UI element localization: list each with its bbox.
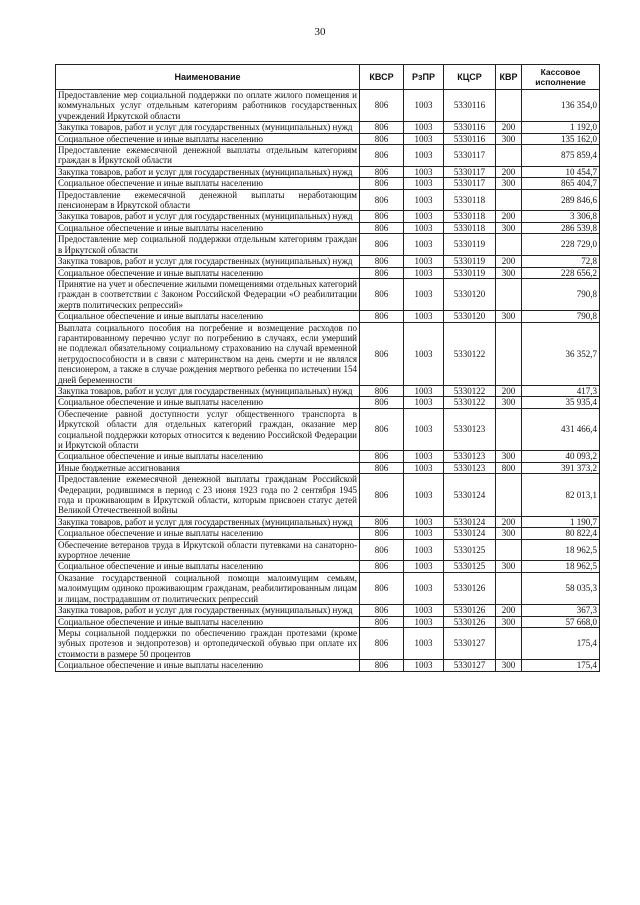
cell-kvsr: 806 [360,90,404,122]
cell-kvr: 200 [496,166,522,177]
cell-kcsr: 5330120 [444,278,496,310]
cell-kvsr: 806 [360,189,404,211]
cell-kvr: 300 [496,660,522,671]
cell-kcsr: 5330126 [444,616,496,627]
cell-rzpr: 1003 [404,572,444,604]
cell-name: Иные бюджетные ассигнования [56,462,360,473]
cell-kvr: 800 [496,462,522,473]
cell-kvr: 200 [496,122,522,133]
cell-amount: 3 306,8 [522,211,600,222]
table-row [56,322,600,385]
cell-kvr: 300 [496,561,522,572]
cell-kvr: 200 [496,385,522,396]
table-row [56,166,600,177]
cell-kcsr: 5330117 [444,166,496,177]
cell-kvr: 300 [496,133,522,144]
table-row [56,616,600,627]
cell-kvsr: 806 [360,627,404,659]
cell-rzpr: 1003 [404,145,444,167]
cell-kvsr: 806 [360,178,404,189]
header-kvr: КВР [496,65,522,90]
cell-kcsr: 5330124 [444,516,496,527]
table-row [56,451,600,462]
cell-name: Социальное обеспечение и иные выплаты населению [56,397,360,408]
cell-kvsr: 806 [360,278,404,310]
cell-name: Предоставление ежемесячной денежной выплаты неработающим пенсионерам в Иркутской области [56,189,360,211]
table-row [56,278,600,310]
table-row [56,660,600,671]
cell-kvr: 300 [496,311,522,322]
cell-name: Принятие на учет и обеспечение жилыми помещениями отдельных категорий граждан в соответствии с Законом Российской Федерации «О реабилитации жертв политических репрессий» [56,278,360,310]
cell-kcsr: 5330119 [444,256,496,267]
cell-kvr [496,278,522,310]
cell-kcsr: 5330127 [444,627,496,659]
cell-rzpr: 1003 [404,616,444,627]
cell-kvr: 200 [496,256,522,267]
table-row [56,528,600,539]
budget-table [55,64,600,672]
cell-name: Предоставление ежемесячной денежной выплаты гражданам Российской Федерации, родившимся в период с 23 июня 1923 года по 2 сентября 1945 года и проживающим в Иркутской области, которым присвоен статус детей Великой Отечественной войны [56,474,360,517]
table-row [56,145,600,167]
cell-kcsr: 5330122 [444,322,496,385]
cell-name: Социальное обеспечение и иные выплаты населению [56,616,360,627]
cell-kvsr: 806 [360,451,404,462]
cell-kcsr: 5330123 [444,451,496,462]
table-row [56,222,600,233]
header-kcsr: КЦСР [444,65,496,90]
cell-kvr [496,572,522,604]
cell-amount: 228 656,2 [522,267,600,278]
cell-amount: 36 352,7 [522,322,600,385]
cell-name: Закупка товаров, работ и услуг для государственных (муниципальных) нужд [56,516,360,527]
cell-name: Оказание государственной социальной помощи малоимущим семьям, малоимущим одиноко проживающим гражданам, реабилитированным лицам и лицам, пострадавшим от политических репрессий [56,572,360,604]
header-exec-line1: Кассовое [540,67,581,77]
cell-name: Социальное обеспечение и иные выплаты населению [56,267,360,278]
cell-kvsr: 806 [360,462,404,473]
cell-kvr [496,189,522,211]
cell-kvsr: 806 [360,211,404,222]
cell-kvr [496,145,522,167]
cell-rzpr: 1003 [404,627,444,659]
cell-kvr [496,408,522,451]
cell-rzpr: 1003 [404,322,444,385]
cell-amount: 228 729,0 [522,234,600,256]
cell-kvsr: 806 [360,133,404,144]
cell-amount: 875 859,4 [522,145,600,167]
cell-name: Предоставление мер социальной поддержки отдельным категориям граждан в Иркутской области [56,234,360,256]
table-row [56,385,600,396]
cell-rzpr: 1003 [404,528,444,539]
cell-amount: 18 962,5 [522,539,600,561]
cell-kcsr: 5330116 [444,122,496,133]
cell-kvr: 200 [496,516,522,527]
cell-name: Социальное обеспечение и иные выплаты населению [56,528,360,539]
cell-name: Социальное обеспечение и иные выплаты населению [56,561,360,572]
cell-rzpr: 1003 [404,408,444,451]
cell-kvr: 300 [496,528,522,539]
cell-kvsr: 806 [360,122,404,133]
cell-kcsr: 5330127 [444,660,496,671]
cell-kvr [496,90,522,122]
header-row [56,65,600,90]
cell-kvr: 300 [496,451,522,462]
cell-kvr [496,322,522,385]
table-body [56,90,600,672]
cell-name: Социальное обеспечение и иные выплаты населению [56,451,360,462]
cell-kvsr: 806 [360,528,404,539]
cell-rzpr: 1003 [404,122,444,133]
cell-amount: 417,3 [522,385,600,396]
cell-name: Социальное обеспечение и иные выплаты населению [56,178,360,189]
cell-kcsr: 5330125 [444,539,496,561]
cell-rzpr: 1003 [404,605,444,616]
table-row [56,211,600,222]
cell-kvsr: 806 [360,561,404,572]
page-number: 30 [314,26,326,38]
cell-name: Предоставление ежемесячной денежной выплаты отдельным категориям граждан в Иркутской области [56,145,360,167]
table-row [56,516,600,527]
cell-kvr: 300 [496,222,522,233]
cell-amount: 72,8 [522,256,600,267]
cell-amount: 135 162,0 [522,133,600,144]
cell-amount: 82 013,1 [522,474,600,517]
cell-kcsr: 5330118 [444,222,496,233]
cell-kvsr: 806 [360,256,404,267]
cell-kcsr: 5330122 [444,397,496,408]
cell-amount: 80 822,4 [522,528,600,539]
table-row [56,122,600,133]
cell-rzpr: 1003 [404,397,444,408]
cell-amount: 391 373,2 [522,462,600,473]
cell-amount: 40 093,2 [522,451,600,462]
cell-rzpr: 1003 [404,133,444,144]
cell-kcsr: 5330117 [444,145,496,167]
table-row [56,311,600,322]
cell-rzpr: 1003 [404,267,444,278]
cell-name: Закупка товаров, работ и услуг для государственных (муниципальных) нужд [56,605,360,616]
header-rzpr: РзПР [404,65,444,90]
cell-kcsr: 5330126 [444,605,496,616]
cell-kvsr: 806 [360,397,404,408]
cell-rzpr: 1003 [404,516,444,527]
cell-rzpr: 1003 [404,189,444,211]
cell-kcsr: 5330117 [444,178,496,189]
cell-kvsr: 806 [360,605,404,616]
cell-name: Закупка товаров, работ и услуг для государственных (муниципальных) нужд [56,122,360,133]
cell-rzpr: 1003 [404,385,444,396]
cell-kvr: 200 [496,605,522,616]
cell-rzpr: 1003 [404,234,444,256]
cell-amount: 57 668,0 [522,616,600,627]
cell-rzpr: 1003 [404,178,444,189]
cell-amount: 10 454,7 [522,166,600,177]
header-execution [522,65,600,90]
table-row [56,397,600,408]
cell-amount: 35 935,4 [522,397,600,408]
cell-kcsr: 5330118 [444,189,496,211]
cell-kcsr: 5330124 [444,474,496,517]
header-name: Наименование [56,65,360,90]
cell-name: Закупка товаров, работ и услуг для государственных (муниципальных) нужд [56,166,360,177]
cell-amount: 367,3 [522,605,600,616]
cell-rzpr: 1003 [404,166,444,177]
cell-amount: 790,8 [522,311,600,322]
cell-kvr [496,627,522,659]
cell-kvr: 300 [496,616,522,627]
table-row [56,474,600,517]
table-row [56,189,600,211]
cell-rzpr: 1003 [404,451,444,462]
cell-name: Социальное обеспечение и иные выплаты населению [56,133,360,144]
cell-kcsr: 5330125 [444,561,496,572]
table-row [56,133,600,144]
cell-amount: 431 466,4 [522,408,600,451]
cell-kvsr: 806 [360,385,404,396]
table-row [56,178,600,189]
cell-rzpr: 1003 [404,660,444,671]
cell-kvsr: 806 [360,516,404,527]
cell-amount: 18 962,5 [522,561,600,572]
header-exec-line2: исполнение [535,77,586,87]
cell-kcsr: 5330123 [444,408,496,451]
cell-kvsr: 806 [360,474,404,517]
cell-name: Обеспечение ветеранов труда в Иркутской области путевками на санаторно-курортное лечение [56,539,360,561]
cell-rzpr: 1003 [404,311,444,322]
cell-rzpr: 1003 [404,561,444,572]
cell-rzpr: 1003 [404,539,444,561]
cell-kvr [496,234,522,256]
cell-kvr [496,474,522,517]
table-row [56,267,600,278]
cell-amount: 289 846,6 [522,189,600,211]
cell-kvsr: 806 [360,145,404,167]
cell-kcsr: 5330116 [444,90,496,122]
cell-amount: 175,4 [522,627,600,659]
cell-rzpr: 1003 [404,474,444,517]
table-row [56,572,600,604]
cell-kvsr: 806 [360,222,404,233]
cell-name: Социальное обеспечение и иные выплаты населению [56,222,360,233]
cell-amount: 175,4 [522,660,600,671]
cell-kvsr: 806 [360,660,404,671]
cell-kvsr: 806 [360,234,404,256]
cell-rzpr: 1003 [404,222,444,233]
table-row [56,256,600,267]
cell-kcsr: 5330124 [444,528,496,539]
cell-kcsr: 5330119 [444,267,496,278]
cell-kcsr: 5330120 [444,311,496,322]
cell-name: Закупка товаров, работ и услуг для государственных (муниципальных) нужд [56,385,360,396]
cell-kvsr: 806 [360,408,404,451]
cell-name: Социальное обеспечение и иные выплаты населению [56,660,360,671]
cell-name: Социальное обеспечение и иные выплаты населению [56,311,360,322]
cell-kcsr: 5330122 [444,385,496,396]
cell-kvsr: 806 [360,267,404,278]
cell-kvr: 200 [496,211,522,222]
cell-kcsr: 5330119 [444,234,496,256]
cell-name: Закупка товаров, работ и услуг для государственных (муниципальных) нужд [56,211,360,222]
cell-amount: 865 404,7 [522,178,600,189]
table-row [56,561,600,572]
cell-kvsr: 806 [360,311,404,322]
cell-kvr [496,539,522,561]
cell-name: Меры социальной поддержки по обеспечению граждан протезами (кроме зубных протезов и эндопротезов) и ортопедической обувью при оплате их стоимости в размере 50 процентов [56,627,360,659]
cell-kvr: 300 [496,267,522,278]
cell-rzpr: 1003 [404,90,444,122]
cell-name: Закупка товаров, работ и услуг для государственных (муниципальных) нужд [56,256,360,267]
cell-kvsr: 806 [360,572,404,604]
cell-rzpr: 1003 [404,211,444,222]
cell-amount: 58 035,3 [522,572,600,604]
table-row [56,90,600,122]
cell-kcsr: 5330116 [444,133,496,144]
table-header [56,65,600,90]
cell-rzpr: 1003 [404,278,444,310]
cell-name: Предоставление мер социальной поддержки по оплате жилого помещения и коммунальных услуг отдельным категориям работников государственных учреждений Иркутской области [56,90,360,122]
cell-kvsr: 806 [360,322,404,385]
table-row [56,605,600,616]
table-row [56,462,600,473]
cell-amount: 1 190,7 [522,516,600,527]
table-row [56,408,600,451]
cell-rzpr: 1003 [404,462,444,473]
cell-name: Выплата социального пособия на погребение и возмещение расходов по гарантированному перечню услуг по погребению в случаях, если умерший не подлежал обязательному социальному страхованию на случай временной нетрудоспособности и в связи с материнством на день смерти и не являлся пенсионером, а также в случае рождения мертвого ребенка по истечении 154 дней беременности [56,322,360,385]
cell-kcsr: 5330118 [444,211,496,222]
table-row [56,627,600,659]
budget-table-container [55,64,599,672]
cell-kvsr: 806 [360,166,404,177]
cell-amount: 1 192,0 [522,122,600,133]
cell-kvr: 300 [496,178,522,189]
cell-amount: 136 354,0 [522,90,600,122]
cell-amount: 790,8 [522,278,600,310]
cell-kcsr: 5330126 [444,572,496,604]
cell-name: Обеспечение равной доступности услуг общественного транспорта в Иркутской области для отдельных категорий граждан, оказание мер социальной поддержки которых относится к ведению Российской Федерации и Иркутской области [56,408,360,451]
cell-kvsr: 806 [360,616,404,627]
cell-kvsr: 806 [360,539,404,561]
table-row [56,234,600,256]
cell-kcsr: 5330123 [444,462,496,473]
cell-rzpr: 1003 [404,256,444,267]
cell-kvr: 300 [496,397,522,408]
header-kvsr: КВСР [360,65,404,90]
table-row [56,539,600,561]
cell-amount: 286 539,8 [522,222,600,233]
